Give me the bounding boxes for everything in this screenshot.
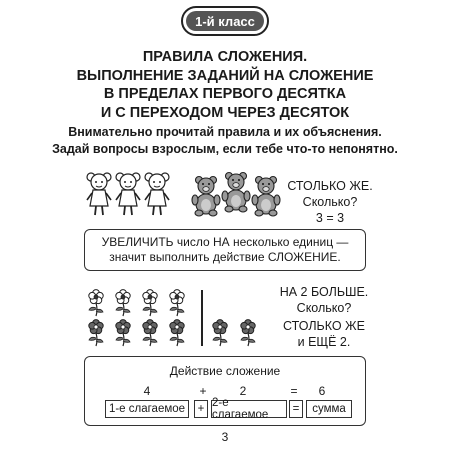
flower-icon bbox=[170, 290, 184, 316]
flower-icon bbox=[89, 320, 103, 346]
bear-icon bbox=[192, 177, 220, 217]
flowers-illustration-right bbox=[208, 288, 268, 350]
label-term2: 2-е слагаемое bbox=[211, 400, 287, 418]
label-term1: 1-е слагаемое bbox=[105, 400, 189, 418]
bear-icon bbox=[252, 177, 280, 217]
label-plus: + bbox=[194, 400, 208, 418]
result-value: 6 bbox=[318, 384, 326, 398]
addition-action-box bbox=[84, 356, 366, 426]
flowers-illustration-left bbox=[82, 288, 194, 350]
caption-equation: 3 = 3 bbox=[315, 211, 345, 225]
title-line: ВЫПОЛНЕНИЕ ЗАДАНИЙ НА СЛОЖЕНИЕ bbox=[76, 67, 374, 84]
caption-and-two-more: и ЕЩЁ 2. bbox=[297, 335, 351, 349]
title-line: ПРАВИЛА СЛОЖЕНИЯ. bbox=[142, 49, 308, 65]
title-line: В ПРЕДЕЛАХ ПЕРВОГО ДЕСЯТКА bbox=[103, 86, 347, 102]
bear-icon bbox=[222, 173, 250, 213]
intro-text bbox=[0, 124, 450, 157]
grade-badge bbox=[181, 6, 269, 36]
doll-icon bbox=[145, 173, 169, 215]
label-sum: сумма bbox=[306, 400, 352, 418]
intro-line: Внимательно прочитай правила и их объяснения. bbox=[68, 125, 382, 139]
doll-icon bbox=[116, 173, 140, 215]
addition-rule-box bbox=[84, 229, 366, 271]
flower-icon bbox=[89, 290, 103, 316]
divider-line bbox=[201, 290, 203, 346]
flower-icon bbox=[213, 320, 227, 346]
grade-badge-label: 1-й класс bbox=[186, 11, 264, 31]
flower-icon bbox=[170, 320, 184, 346]
page-number: 3 bbox=[221, 430, 229, 444]
page-title bbox=[0, 48, 450, 122]
intro-line: Задай вопросы взрослым, если тебе что-то непонятно. bbox=[52, 141, 398, 156]
flower-icon bbox=[143, 290, 157, 316]
rule-means: значит выполнить действие bbox=[109, 250, 268, 264]
label-equals: = bbox=[289, 400, 303, 418]
caption-how-many: Сколько? bbox=[302, 195, 358, 209]
example2-caption bbox=[276, 284, 372, 350]
rule-line-2 bbox=[109, 250, 341, 265]
example1-caption bbox=[284, 178, 376, 226]
caption-same: СТОЛЬКО ЖЕ. bbox=[287, 179, 373, 193]
rule-increase: УВЕЛИЧИТЬ bbox=[101, 235, 174, 249]
flower-icon bbox=[116, 290, 130, 316]
term1-value: 4 bbox=[143, 384, 151, 398]
rule-line-1 bbox=[102, 235, 349, 250]
rule-number: число bbox=[173, 235, 213, 249]
term2-value: 2 bbox=[239, 384, 247, 398]
caption-two-more: НА 2 БОЛЬШЕ. bbox=[279, 285, 369, 299]
flower-icon bbox=[116, 320, 130, 346]
doll-icon bbox=[87, 173, 111, 215]
action-title: Действие сложение bbox=[169, 364, 281, 378]
rule-addition: СЛОЖЕНИЕ. bbox=[267, 250, 341, 264]
equals-sign: = bbox=[290, 384, 298, 398]
title-line: И С ПЕРЕХОДОМ ЧЕРЕЗ ДЕСЯТОК bbox=[100, 104, 350, 121]
dolls-illustration bbox=[84, 170, 174, 218]
flower-icon bbox=[241, 320, 255, 346]
bears-illustration bbox=[190, 170, 282, 218]
caption-same-2: СТОЛЬКО ЖЕ bbox=[283, 319, 365, 333]
plus-sign: + bbox=[199, 384, 207, 398]
caption-how-many-2: Сколько? bbox=[296, 301, 352, 315]
rule-units: несколько единиц — bbox=[229, 235, 349, 249]
rule-by: НА bbox=[213, 235, 230, 249]
flower-icon bbox=[143, 320, 157, 346]
